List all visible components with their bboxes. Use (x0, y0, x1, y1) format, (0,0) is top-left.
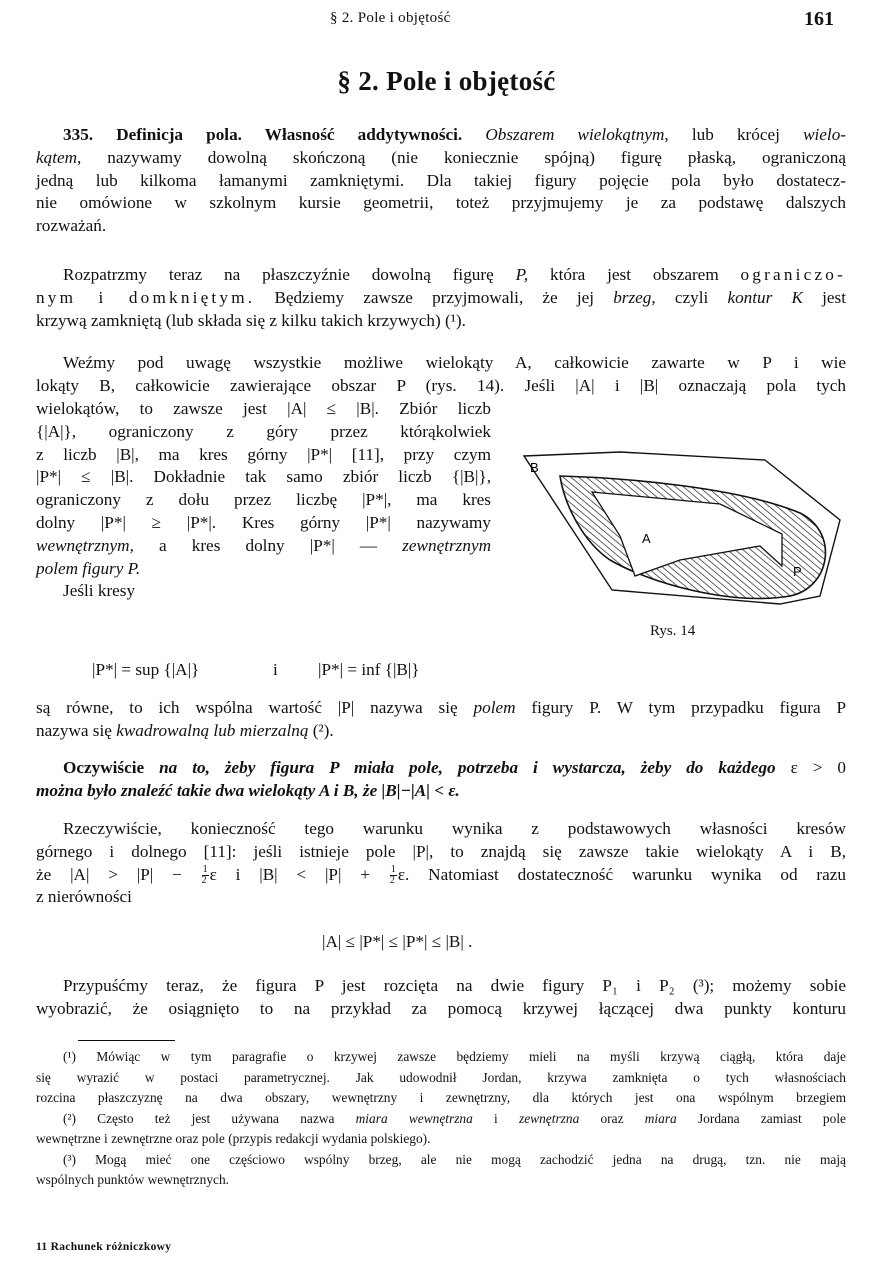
p3-line-6: |P*| ≤ |B|. Dokładnie tak samo zbiór liczb {|B|}, (36, 467, 491, 487)
frac-num-2: 1 (390, 864, 396, 876)
p2-text-b: która jest obszarem (550, 265, 719, 284)
paragraph-definition (36, 124, 846, 238)
p7-line-1: Przypuśćmy teraz, że figura P jest rozcięta na dwie figury P₁ i P₂ (³); możemy sobie (63, 976, 846, 995)
p5-bold: Oczywiście (63, 758, 145, 777)
p4-footnote-ref: (²). (312, 720, 334, 740)
p2-line-3: krzywą zamkniętą (lub składa się z kilku takich krzywych) (¹). (36, 310, 466, 330)
fn2-text-b: i (494, 1110, 498, 1126)
p6-line-1: Rzeczywiście, konieczność tego warunku wynika z podstawowych własności kresów (63, 819, 846, 838)
fraction-half-1 (202, 865, 209, 886)
paragraph-theorem (36, 757, 846, 803)
term-field-of-figure: polem figury P. (36, 558, 141, 578)
p7-line-2: wyobrazić, że osiągnięto to na przykład za pomocą krzywej łączącej dwa punkty konturu (36, 998, 846, 1018)
p1-line-4: nie omówione w szkolnym kursie geometrii, toteż przyjmujemy je za podstawę dalszych (36, 193, 846, 213)
p4-text-b: figury P. W tym przypadku figura P (531, 698, 847, 717)
frac-num-1: 1 (202, 864, 208, 876)
term-polygonal-region: Obszarem wielokątnym, (485, 125, 669, 144)
term-field: polem (473, 698, 516, 717)
term-boundary: brzeg, (613, 287, 656, 307)
p6-text-b: ε i |B| < |P| + (209, 864, 370, 884)
p2-text-d: czyli (674, 287, 709, 307)
footnote-1-line-1: (¹) Mówiąc w tym paragrafie o krzywej zawsze będziemy mieli na myśli krzywą ciągłą, która daje (63, 1049, 846, 1064)
term-polygon: kątem, (36, 147, 82, 167)
formula-inequality: |A| ≤ |P*| ≤ |P*| ≤ |B| . (322, 932, 473, 951)
paragraph-inner-outer (36, 352, 846, 398)
p3-text-a: a kres dolny |P*| — (159, 535, 378, 555)
section-title: § 2. Pole i objętość (337, 66, 556, 96)
p3-line-9 (36, 535, 491, 558)
paragraph-inner-outer-narrow (36, 398, 491, 603)
p5-theorem-b: można było znaleźć takie dwa wielokąty A i B, że |B|−|A| < ε. (36, 780, 460, 800)
p3-line-8: dolny |P*| ≥ |P*|. Kres górny |P*| nazywamy (36, 512, 491, 532)
term-inner: wewnętrznym, (36, 535, 134, 555)
formula-sup-inf-left: |P*| = sup {|A|} (92, 660, 200, 679)
p5-epsilon: ε > 0 (790, 758, 846, 777)
p2-text-a: Rozpatrzmy teraz na płaszczyźnie dowolną figurę (63, 265, 494, 284)
paragraph-cut (36, 975, 846, 1021)
p1-line-1 (36, 124, 846, 147)
footnotes (36, 1047, 846, 1191)
p1-text-b: nazywamy dowolną skończoną (nie koniecznie spójną) figurę płaską, ograniczoną (107, 147, 847, 167)
footnote-2-line-1 (36, 1109, 846, 1130)
paragraph-measurable (36, 697, 846, 743)
footnote-3-line-2: wspólnych punktów wewnętrznych. (36, 1172, 230, 1187)
footnote-3-line-1: (³) Mogą mieć one częściowo wspólny brzeg, ale nie mogą zachodzić jedna na drugą, tzn. nie mają (63, 1151, 846, 1167)
fn2-text-a: (²) Często też jest używana nazwa (63, 1110, 335, 1126)
p5-theorem-a: na to, żeby figura P miała pole, potrzeba i wystarcza, żeby do każdego (159, 758, 776, 777)
fraction-half-2 (390, 865, 397, 886)
p3-line-2: lokąty B, całkowicie zawierające obszar P (rys. 14). Jeśli |A| i |B| oznaczają pola tych (36, 375, 846, 395)
p1-line-3: jedną lub kilkoma łamanymi zamkniętymi. Dla takiej figury pojęcie pola było dostatecz- (36, 170, 846, 190)
p3-line-11: Jeśli kresy (63, 581, 136, 601)
p3-line-3: wielokątów, to zawsze jest |A| ≤ |B|. Zbiór liczb (36, 399, 491, 418)
p2-line-1 (36, 264, 846, 287)
p1-line-5: rozważań. (36, 216, 107, 236)
term-outer: zewnętrznym (402, 535, 492, 555)
formula-sup-inf-right: |P*| = inf {|B|} (318, 660, 420, 679)
p5-line-2 (36, 780, 846, 803)
footnote-rule (78, 1040, 175, 1041)
p2-spaced-a: ograniczo- (740, 265, 846, 284)
p2-spaced-b: nym i domkniętym. (36, 287, 256, 307)
p6-text-c: ε. Natomiast dostateczność warunku wynika od razu (397, 864, 846, 884)
figure-rys-14 (520, 448, 850, 628)
p4-text-a: są równe, to ich wspólna wartość |P| nazywa się (36, 698, 458, 717)
p6-line-4: z nierówności (36, 887, 132, 907)
p3-line-10 (36, 558, 491, 581)
p2-var-p: P, (515, 265, 529, 284)
figure-caption: Rys. 14 (650, 623, 696, 639)
page-number: 161 (804, 8, 834, 30)
footnote-1-line-3: rozcina płaszczyznę na dwa obszary, wewnętrzny i zewnętrzny, dla których jest ona wspólnym brzegiem (36, 1090, 846, 1105)
p6-line-3 (36, 864, 846, 887)
frac-den-2: 2 (389, 875, 395, 887)
signature-footer: 11 Rachunek różniczkowy (36, 1241, 172, 1253)
p3-line-1: Weźmy pod uwagę wszystkie możliwe wielokąty A, całkowicie zawarte w P i wie (63, 353, 846, 372)
fn2-term-a: miara wewnętrzna (355, 1110, 473, 1126)
p6-text-a: że |A| > |P| − (36, 864, 182, 884)
fn2-term-c: miara (644, 1110, 677, 1126)
paragraph-figure-p (36, 264, 846, 332)
label-b: B (530, 460, 539, 475)
p1-heading: 335. Definicja pola. Własność addytywności. (63, 125, 463, 144)
paragraph-proof (36, 818, 846, 909)
p5-line-1 (36, 757, 846, 780)
frac-den-1: 2 (201, 875, 207, 887)
p3-line-7: ograniczony z dołu przez liczbę |P*|, ma kres (36, 490, 491, 510)
label-p: P (793, 564, 802, 579)
term-measurable: kwadrowalną lub mierzalną (116, 720, 309, 740)
term-contour: kontur K (727, 287, 803, 307)
fn2-term-b: zewnętrzna (519, 1110, 580, 1126)
formula-sup-inf-and: i (273, 660, 278, 679)
p4-line-2 (36, 720, 846, 743)
fn2-text-d: Jordana zamiast pole (697, 1110, 846, 1126)
fn2-text-c: oraz (600, 1110, 624, 1126)
p6-line-2: górnego i dolnego [11]: jeśli istnieje pole |P|, to znajdą się zawsze takie wielokąty A i B, (36, 841, 846, 861)
p4-text-c: nazywa się (36, 720, 112, 740)
running-head (0, 10, 893, 32)
p1-text-a: lub krócej (691, 125, 780, 144)
p3-line-4: {|A|}, ograniczony z góry przez którąkolwiek (36, 421, 491, 441)
p2-text-e: jest (822, 287, 847, 307)
label-a: A (642, 531, 651, 546)
term-polygon-part: wielo- (803, 125, 847, 144)
running-head-section: § 2. Pole i objętość (330, 10, 451, 26)
p4-line-1 (36, 697, 846, 720)
footnote-1-line-2: się wyrazić w postaci parametrycznej. Jak udowodnił Jordan, krzywa zamknięta o tych własnościach (36, 1069, 846, 1085)
footnote-2-line-2: wewnętrzne i zewnętrzne oraz pole (przypis redakcji wydania polskiego). (36, 1131, 431, 1146)
p2-text-c: Będziemy zawsze przyjmowali, że jej (274, 287, 595, 307)
p1-line-2 (36, 147, 846, 170)
p3-line-5: z liczb |B|, ma kres górny |P*| [11], przy czym (36, 444, 491, 464)
p2-line-2 (36, 287, 846, 310)
